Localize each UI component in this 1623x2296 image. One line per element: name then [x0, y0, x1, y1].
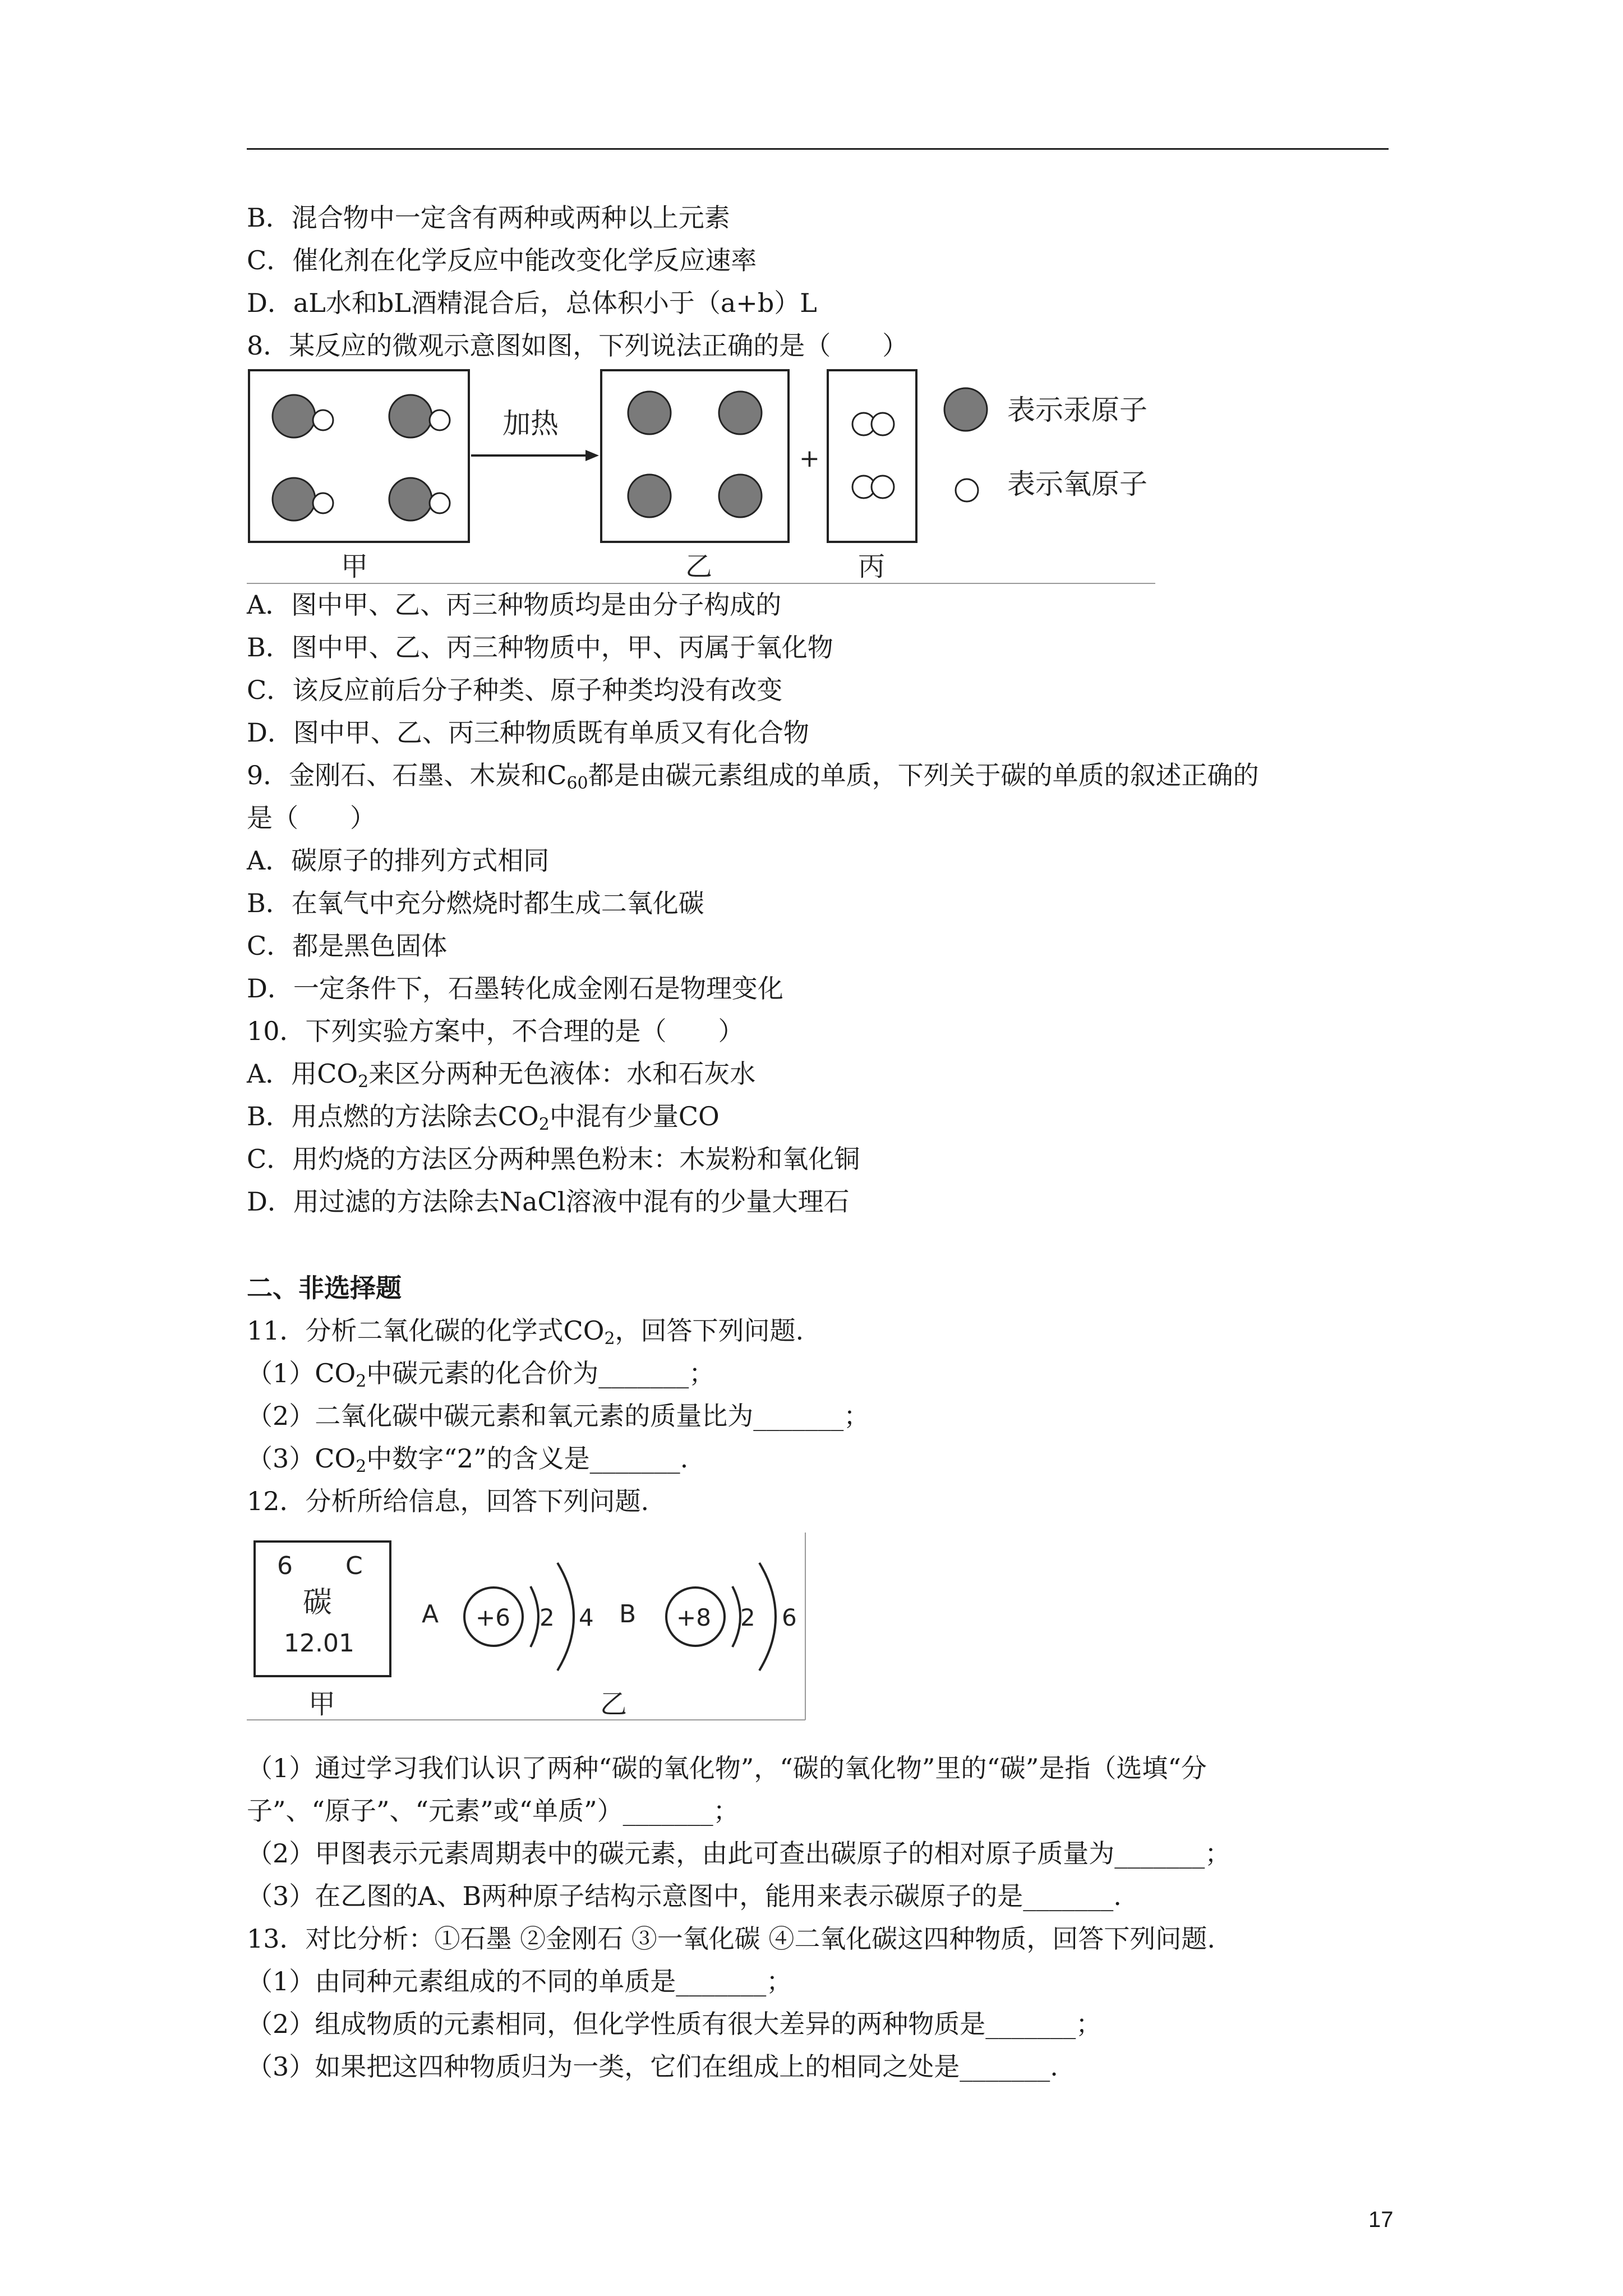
q11-part3: $(3)CO_2$中数字“2”的含义是_______. [247, 1443, 689, 1476]
plus-sign: + [799, 444, 820, 473]
atomic-mass: 12.01 [284, 1629, 354, 1658]
q12-part2: （2）甲图表示元素周期表中的碳元素，由此可查出碳原子的相对原子质量为_______； [247, 1838, 1231, 1869]
page-number: 17 [1368, 2207, 1394, 2232]
q10-option-c: C．用灼烧的方法区分两种黑色粉末：木炭粉和氧化铜 [247, 1144, 860, 1174]
q11-part1: $(1)CO_2$中碳元素的化合价为_______； [247, 1358, 715, 1391]
q8-option-b: B．图中甲、乙、丙三种物质中，甲、丙属于氧化物 [247, 632, 833, 662]
q9-option-b: B．在氧气中充分燃烧时都生成二氧化碳 [247, 888, 704, 918]
q9-stem-line2: 是（ ） [247, 803, 376, 833]
label-jia: 甲 [341, 551, 368, 582]
shell-a1: 2 [540, 1604, 555, 1631]
molecule-hgo [273, 395, 450, 521]
label-a: A [422, 1600, 439, 1628]
label-jia: 甲 [308, 1688, 336, 1720]
atomic-number: 6 [277, 1552, 293, 1580]
q7-option-d: D．aL水和bL酒精混合后，总体积小于（a+b）L [247, 288, 817, 318]
q7-option-b: B．混合物中一定含有两种或两种以上元素 [247, 203, 730, 233]
shell-b1: 2 [740, 1604, 755, 1631]
label-yi: 乙 [685, 551, 713, 582]
legend-mercury: 表示汞原子 [1007, 394, 1147, 426]
label-bing: 丙 [858, 551, 886, 582]
q10-option-b: B．用点燃的方法除去$CO_2$中混有少量CO [247, 1101, 720, 1134]
shell-a2: 4 [579, 1604, 594, 1631]
q8-stem: 8．某反应的微观示意图如图，下列说法正确的是（ ） [247, 330, 909, 361]
q12-figure [247, 1533, 808, 1723]
legend-oxygen: 表示氧原子 [1007, 468, 1147, 500]
label-b: B [619, 1600, 637, 1628]
element-name: 碳 [303, 1586, 333, 1619]
q7-option-c: C．催化剂在化学反应中能改变化学反应速率 [247, 245, 757, 275]
q10-stem: 10．下列实验方案中，不合理的是（ ） [247, 1016, 744, 1046]
q12-part3: （3）在乙图的A、B两种原子结构示意图中，能用来表示碳原子的是_______. [247, 1881, 1122, 1911]
q13-part3: （3）如果把这四种物质归为一类，它们在组成上的相同之处是_______. [247, 2051, 1058, 2082]
section-heading: 二、非选择题 [247, 1273, 402, 1303]
oxygen-molecules [852, 413, 894, 498]
arrow-label: 加热 [502, 407, 559, 440]
q13-part1: （1）由同种元素组成的不同的单质是_______； [247, 1966, 792, 1996]
shell-b2: 6 [782, 1604, 797, 1631]
box-bing [828, 370, 916, 542]
q9-option-d: D．一定条件下，石墨转化成金刚石是物理变化 [247, 973, 783, 1004]
nucleus-b-charge: +8 [676, 1604, 711, 1631]
q9-option-a: A．碳原子的排列方式相同 [247, 845, 550, 876]
q9-option-c: C．都是黑色固体 [247, 931, 448, 961]
q9-stem-line1: 9．金刚石、石墨、木炭和$C_{60}$都是由碳元素组成的单质，下列关于碳的单质的叙述正确的 [247, 760, 1259, 793]
nucleus-a-charge: +6 [476, 1604, 510, 1631]
label-yi: 乙 [600, 1688, 628, 1720]
q13-stem: 13．对比分析：①石墨 ②金刚石 ③一氧化碳 ④二氧化碳这四种物质，回答下列问题. [247, 1924, 1216, 1954]
q8-reaction-figure [247, 367, 1155, 587]
legend-mercury-icon [944, 388, 987, 431]
q11-part2: （2）二氧化碳中碳元素和氧元素的质量比为_______； [247, 1401, 870, 1431]
legend-oxygen-icon [956, 479, 978, 501]
q8-option-d: D．图中甲、乙、丙三种物质既有单质又有化合物 [247, 717, 809, 748]
q8-option-c: C．该反应前后分子种类、原子种类均没有改变 [247, 675, 783, 705]
q10-option-d: D．用过滤的方法除去NaCl溶液中混有的少量大理石 [247, 1186, 850, 1217]
header-rule [247, 148, 1389, 150]
mercury-atoms [628, 392, 762, 517]
q12-stem: 12．分析所给信息，回答下列问题. [247, 1486, 649, 1516]
q10-option-a: A．用$CO_2$来区分两种无色液体：水和石灰水 [247, 1059, 756, 1092]
element-symbol: C [345, 1552, 363, 1580]
q13-part2: （2）组成物质的元素相同，但化学性质有很大差异的两种物质是_______； [247, 2009, 1102, 2039]
q8-option-a: A．图中甲、乙、丙三种物质均是由分子构成的 [247, 590, 782, 620]
q12-part1-line1: （1）通过学习我们认识了两种“碳的氧化物”，“碳的氧化物”里的“碳”是指（选填“分 [247, 1753, 1207, 1783]
q11-stem: 11．分析二氧化碳的化学式$CO_2$，回答下列问题. [247, 1315, 804, 1349]
box-yi [601, 370, 789, 542]
q12-part1-line2: 子”、“原子”、“元素”或“单质”）_______； [247, 1796, 739, 1826]
